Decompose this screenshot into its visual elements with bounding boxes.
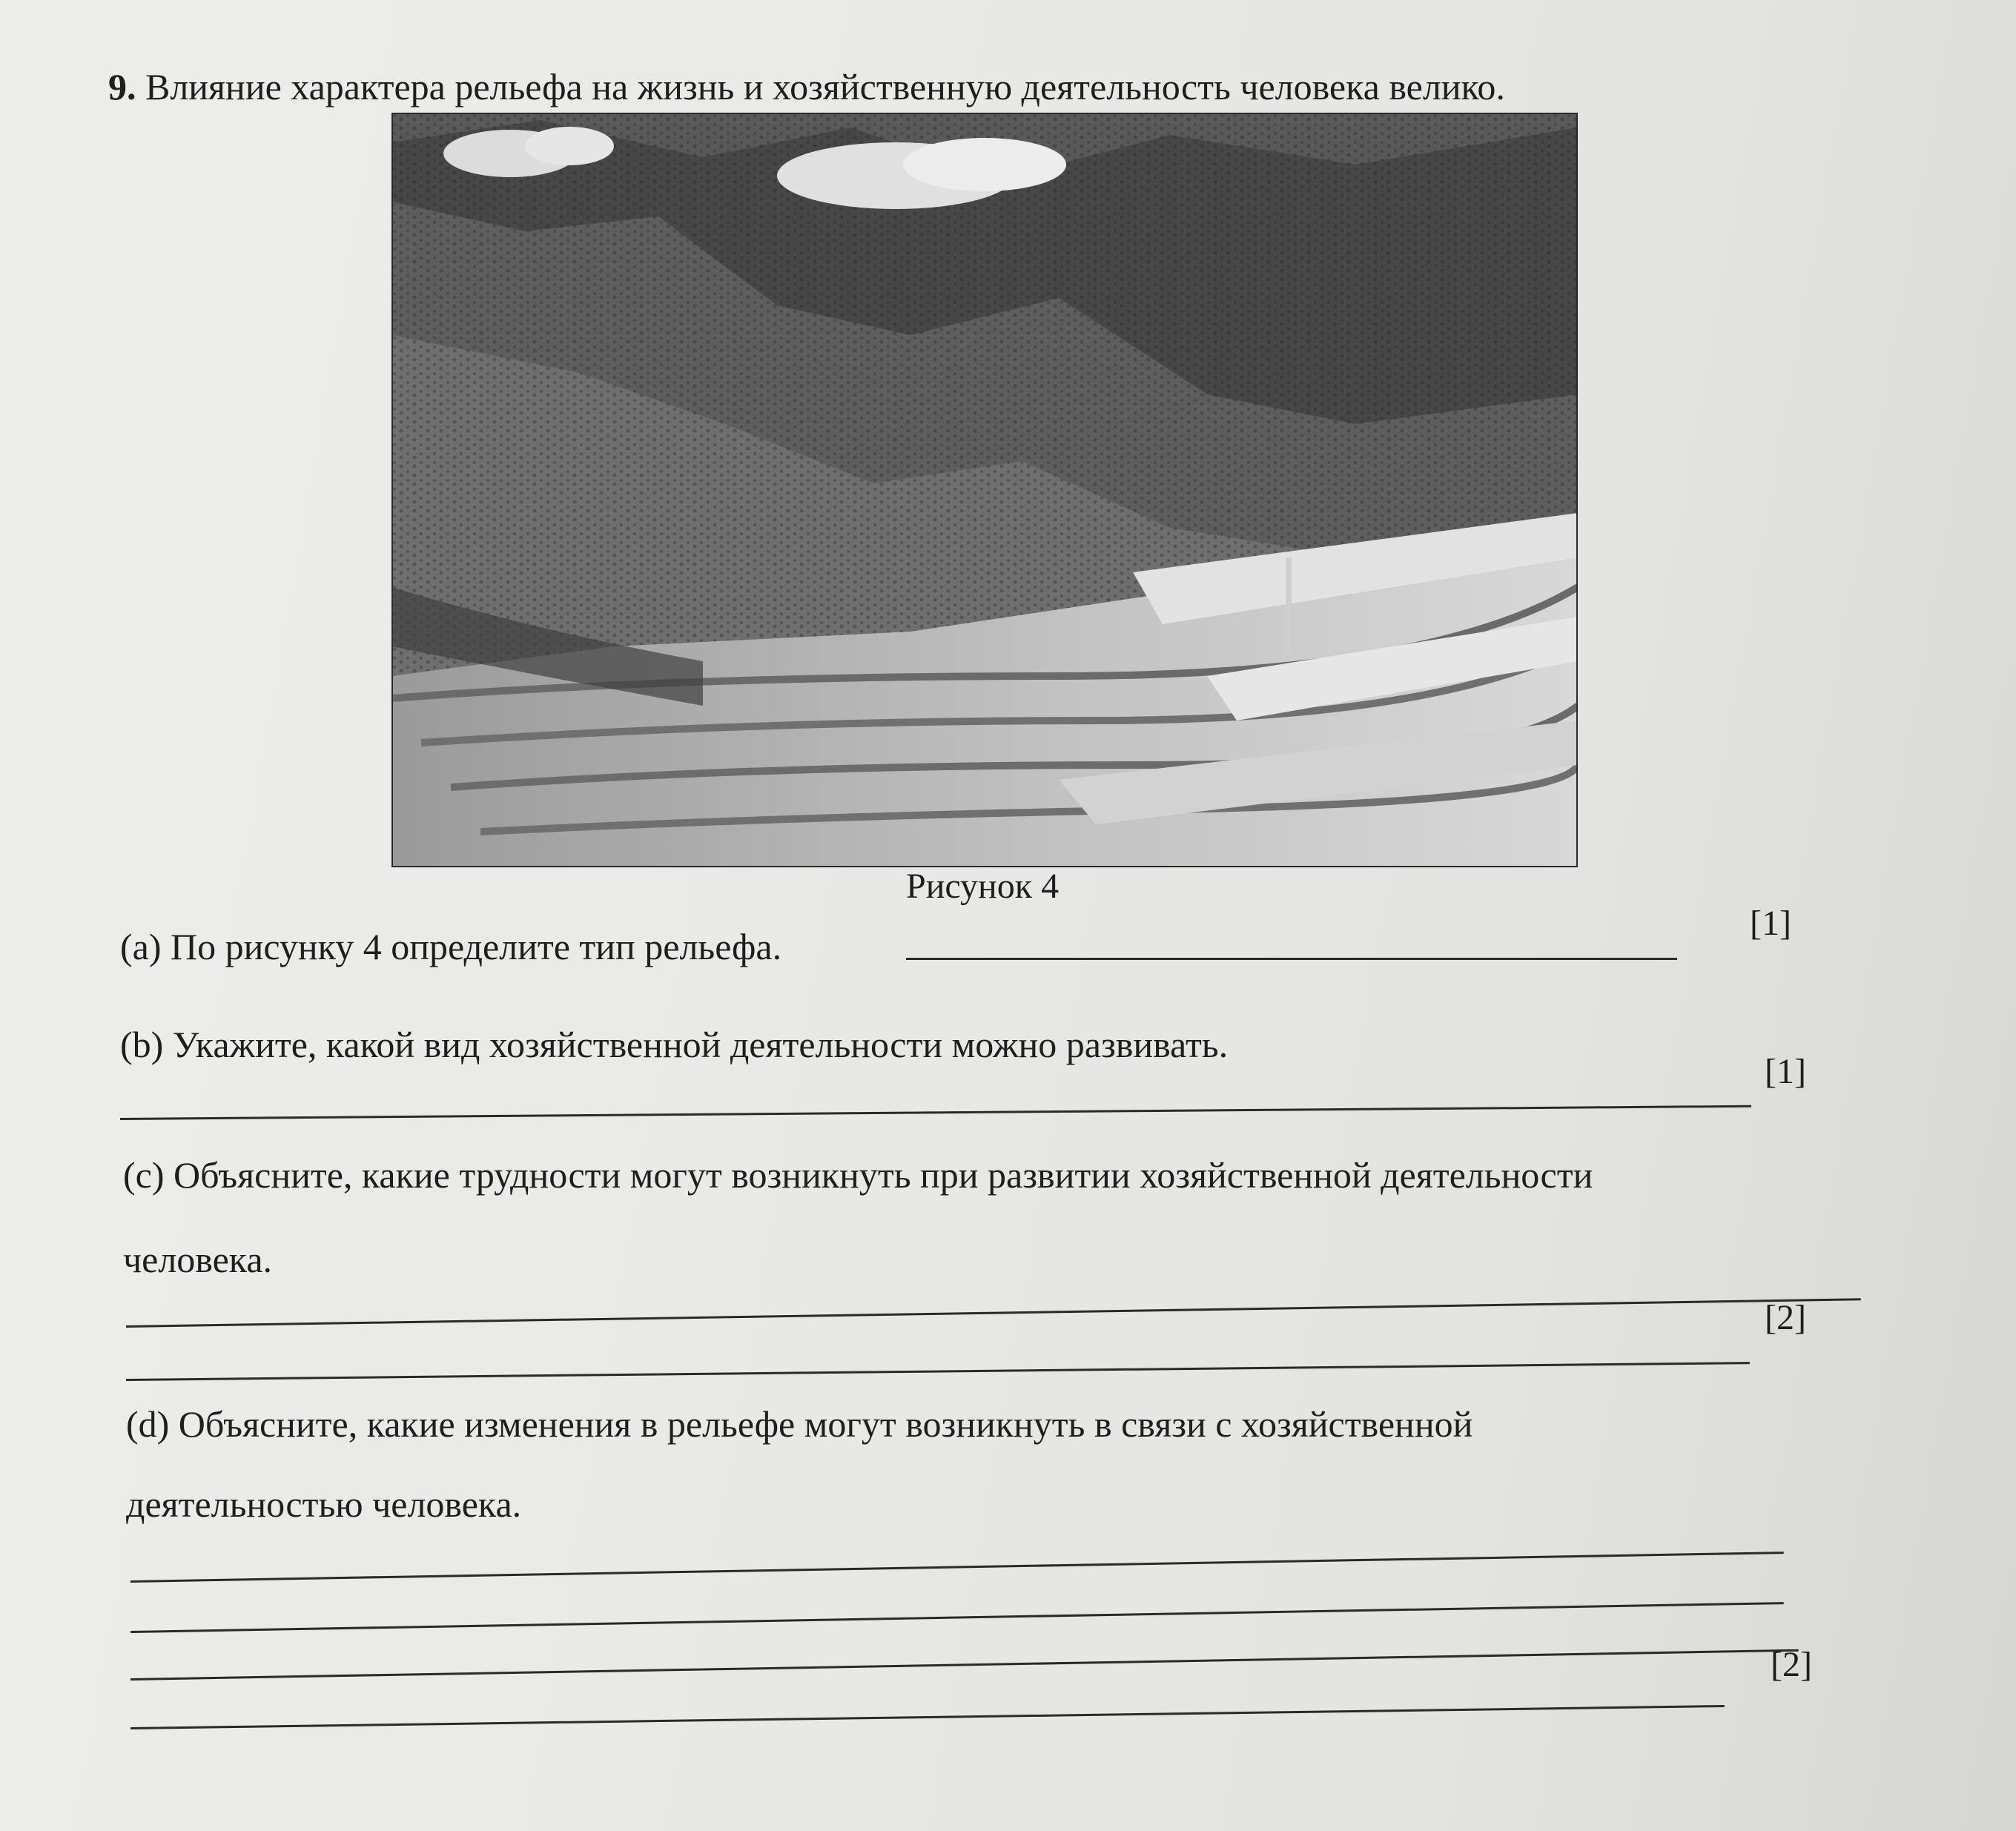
part-b-mark: [1] bbox=[1765, 1052, 1806, 1091]
part-c-prompt-line-2: человека. bbox=[123, 1239, 273, 1280]
part-a-mark: [1] bbox=[1750, 904, 1791, 943]
part-d-prompt-line-2: деятельностью человека. bbox=[126, 1483, 522, 1525]
part-c-mark: [2] bbox=[1765, 1298, 1806, 1337]
part-d-mark: [2] bbox=[1771, 1645, 1812, 1684]
question-title bbox=[108, 65, 1505, 108]
part-c-answer-line-1[interactable] bbox=[126, 1298, 1861, 1328]
part-a-answer-line[interactable] bbox=[906, 958, 1677, 960]
terraced-mountain-photo bbox=[391, 113, 1578, 867]
question-number: 9. bbox=[108, 66, 136, 107]
part-d-answer-line-4[interactable] bbox=[130, 1705, 1725, 1729]
part-d-answer-line-2[interactable] bbox=[130, 1602, 1784, 1633]
part-d-answer-line-3[interactable] bbox=[130, 1649, 1799, 1681]
part-d-answer-line-1[interactable] bbox=[130, 1552, 1784, 1583]
part-d-prompt-line-1: (d) Объясните, какие изменения в рельефе могут возникнуть в связи с хозяйственной bbox=[126, 1403, 1473, 1445]
figure-caption: Рисунок 4 bbox=[906, 867, 1060, 906]
part-c-prompt-line-1: (c) Объясните, какие трудности могут возникнуть при развитии хозяйственной деятельности bbox=[123, 1154, 1593, 1196]
part-b-prompt: (b) Укажите, какой вид хозяйственной деятельности можно развивать. bbox=[120, 1024, 1229, 1065]
part-a-prompt: (a) По рисунку 4 определите тип рельефа. bbox=[120, 926, 782, 967]
part-c-answer-line-2[interactable] bbox=[126, 1362, 1750, 1381]
question-text: Влияние характера рельефа на жизнь и хозяйственную деятельность человека велико. bbox=[145, 66, 1505, 107]
part-b-answer-line[interactable] bbox=[120, 1105, 1751, 1120]
